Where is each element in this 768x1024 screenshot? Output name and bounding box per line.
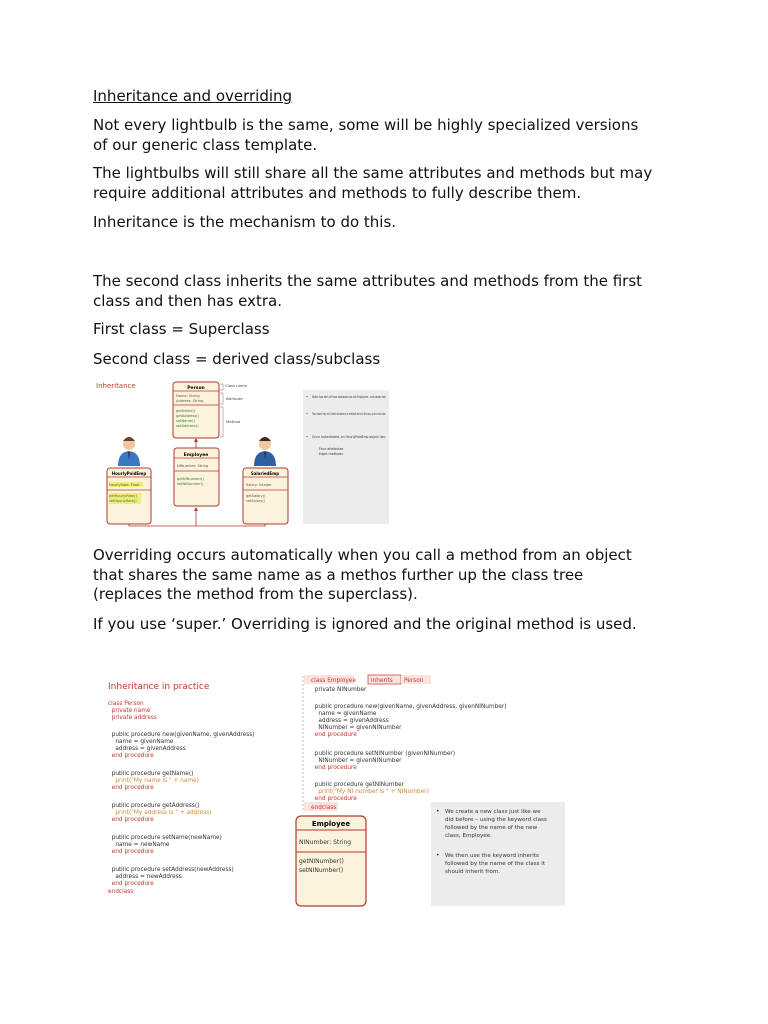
code-line: endclass <box>311 805 337 811</box>
person-class-box <box>173 382 219 438</box>
code-line: end procedure <box>108 817 154 823</box>
code-class-keyword: class Employee <box>311 678 356 684</box>
salaried-class-name: SalariedEmp <box>250 471 280 476</box>
code-line: public procedure new(givenName, givenAddress) <box>108 732 255 738</box>
person-method: setName() <box>176 419 195 423</box>
page-heading: Inheritance and overriding <box>93 87 293 105</box>
employee-box-method: getNINumber() <box>299 858 344 865</box>
inheritance-diagram <box>93 378 391 528</box>
text-line: of our generic class template. <box>93 135 318 154</box>
inheritance-practice-svg <box>100 672 570 912</box>
paragraph-second-class <box>93 272 693 311</box>
employee-method: setNINumber() <box>177 482 204 486</box>
employee-box-attr: NINumber: String <box>299 839 352 846</box>
code-line: end procedure <box>108 753 154 759</box>
code-line: endclass <box>108 889 134 895</box>
note-line: We then use the keyword inherits <box>445 853 539 859</box>
code-line: public procedure new(givenName, givenAddress, givenNINumber) <box>311 704 507 710</box>
bullet-icon: • <box>306 412 309 416</box>
salaried-class-box <box>243 468 288 524</box>
inheritance-practice-figure <box>100 672 570 912</box>
subnote-text: Four attributes <box>319 447 344 451</box>
paragraph-overriding <box>93 546 693 605</box>
bullet-icon: • <box>306 435 309 439</box>
note-text: Notice how each of these subclasses are still Employees – and people too! <box>312 395 386 399</box>
bullet-icon: • <box>436 852 440 859</box>
note-line: should inherit from. <box>445 869 501 875</box>
code-line: end procedure <box>108 881 154 887</box>
code-line: NINumber = givenNINumber <box>311 758 402 764</box>
code-line: class Person <box>108 701 144 707</box>
note-line: We create a new class just like we <box>445 809 541 815</box>
person-method: getAddress() <box>176 414 200 418</box>
code-line: end procedure <box>108 785 154 791</box>
annotation-method: Method <box>226 419 241 424</box>
person-method: setAddress() <box>176 424 199 428</box>
code-line: end procedure <box>311 732 357 738</box>
employee-class-box <box>174 448 219 506</box>
person-attr: Name: String <box>176 394 200 398</box>
employee-box-method: setNINumber() <box>299 867 344 874</box>
code-line: name = givenName <box>108 739 174 745</box>
text-line: require additional attributes and methods to fully describe them. <box>93 183 582 202</box>
code-line: private name <box>108 708 151 714</box>
text-line: (replaces the method from the superclass). <box>93 585 418 603</box>
salaried-attr: Salary: Integer <box>246 483 272 487</box>
paragraph-subclass <box>93 350 693 370</box>
code-line: address = givenAddress <box>311 718 389 724</box>
code-line: public procedure setAddress(newAddress) <box>108 867 234 873</box>
code-line: public procedure getAddress() <box>108 803 200 809</box>
employee-box-name: Employee <box>311 820 351 828</box>
subnote-text: Eight methods <box>319 452 343 456</box>
text-line: Not every lightbulb is the same, some will be highly specialized versions <box>93 116 639 134</box>
hourly-class-name: HourlyPaidEmp <box>111 471 147 476</box>
hourly-class-box <box>107 468 151 524</box>
paragraph-super <box>93 615 693 635</box>
code-line: public procedure getNINumber <box>311 782 405 788</box>
annotation-class-name: Class name <box>225 383 247 388</box>
text-line: The second class inherits the same attributes and methods from the first <box>93 272 643 290</box>
hourly-attr: HourlyRate: Float <box>109 483 140 487</box>
text-line: class and then has extra. <box>93 291 283 310</box>
code-line: end procedure <box>108 849 154 855</box>
note-line: class, Employee. <box>445 833 492 839</box>
practice-notes-panel <box>431 802 565 906</box>
code-line: name = newName <box>108 842 170 848</box>
salaried-method: getSalary() <box>246 494 266 498</box>
bullet-icon: • <box>306 395 309 399</box>
code-line: private address <box>108 715 157 721</box>
employee-uml-box <box>296 816 366 906</box>
code-line: public procedure setNINumber (givenNINumber) <box>311 751 456 757</box>
note-text: That means they will inherit attributes and methods from all the way up the class tree. <box>311 412 386 416</box>
text-line: that shares the same name as a methos further up the class tree <box>93 565 584 584</box>
code-line: public procedure setName(newName) <box>108 835 222 841</box>
code-line: address = givenAddress <box>108 746 186 752</box>
code-line: address = newAddress <box>108 874 182 880</box>
diagram-notes-panel <box>303 390 389 524</box>
person-attr: Address: String <box>176 399 204 403</box>
hourly-method: getHourlyRate() <box>109 494 137 498</box>
person-method: getName() <box>176 409 196 413</box>
annotation-attribute: Attribute <box>226 396 243 401</box>
paragraph-specialized <box>93 116 693 155</box>
employee-class-name: Employee <box>183 453 209 458</box>
code-line: NINumber = givenNINumber <box>311 725 402 731</box>
code-line: end procedure <box>311 796 357 802</box>
code-line: name = givenName <box>311 711 377 717</box>
paragraph-superclass <box>93 320 693 340</box>
person-class-name: Person <box>187 386 205 391</box>
inheritance-diagram-svg <box>93 378 391 528</box>
code-superclass-name: Person <box>404 678 424 684</box>
code-line: public procedure getName() <box>108 771 194 777</box>
code-line: print("My name is " + name) <box>108 778 199 784</box>
note-line: did before – using the keyword class <box>445 817 547 823</box>
text-line: Second class = derived class/subclass <box>93 350 381 368</box>
salaried-method: setSalary() <box>246 499 266 503</box>
note-line: followed by the name of the class it <box>445 861 546 867</box>
paragraph-attributes <box>93 164 693 203</box>
employee-attr: NINumber: String <box>177 464 209 468</box>
code-line: private NINumber <box>311 687 367 693</box>
text-line: If you use ‘super.’ Overriding is ignored and the original method is used. <box>93 615 637 633</box>
code-line: end procedure <box>311 765 357 771</box>
code-line: print("My NI number is " + NINumber) <box>311 789 429 795</box>
hourly-method: setHourlyRate() <box>109 499 137 503</box>
text-line: Overriding occurs automatically when you call a method from an object <box>93 546 632 564</box>
diagram-title: Inheritance <box>96 382 136 390</box>
code-inherits-keyword: inherits <box>371 678 393 684</box>
paragraph-mechanism <box>93 213 693 233</box>
note-text: Once instantiated, an HourlyPaidEmp object has: <box>312 435 386 439</box>
text-line: Inheritance is the mechanism to do this. <box>93 213 397 231</box>
text-line: The lightbulbs will still share all the same attributes and methods but may <box>93 164 653 182</box>
text-line: First class = Superclass <box>93 320 270 338</box>
code-line: print("My address is " + address) <box>108 810 212 816</box>
employee-method: getNINumber() <box>177 477 204 481</box>
note-line: followed by the name of the new <box>445 825 538 831</box>
bullet-icon: • <box>436 808 440 815</box>
practice-title: Inheritance in practice <box>108 682 210 692</box>
